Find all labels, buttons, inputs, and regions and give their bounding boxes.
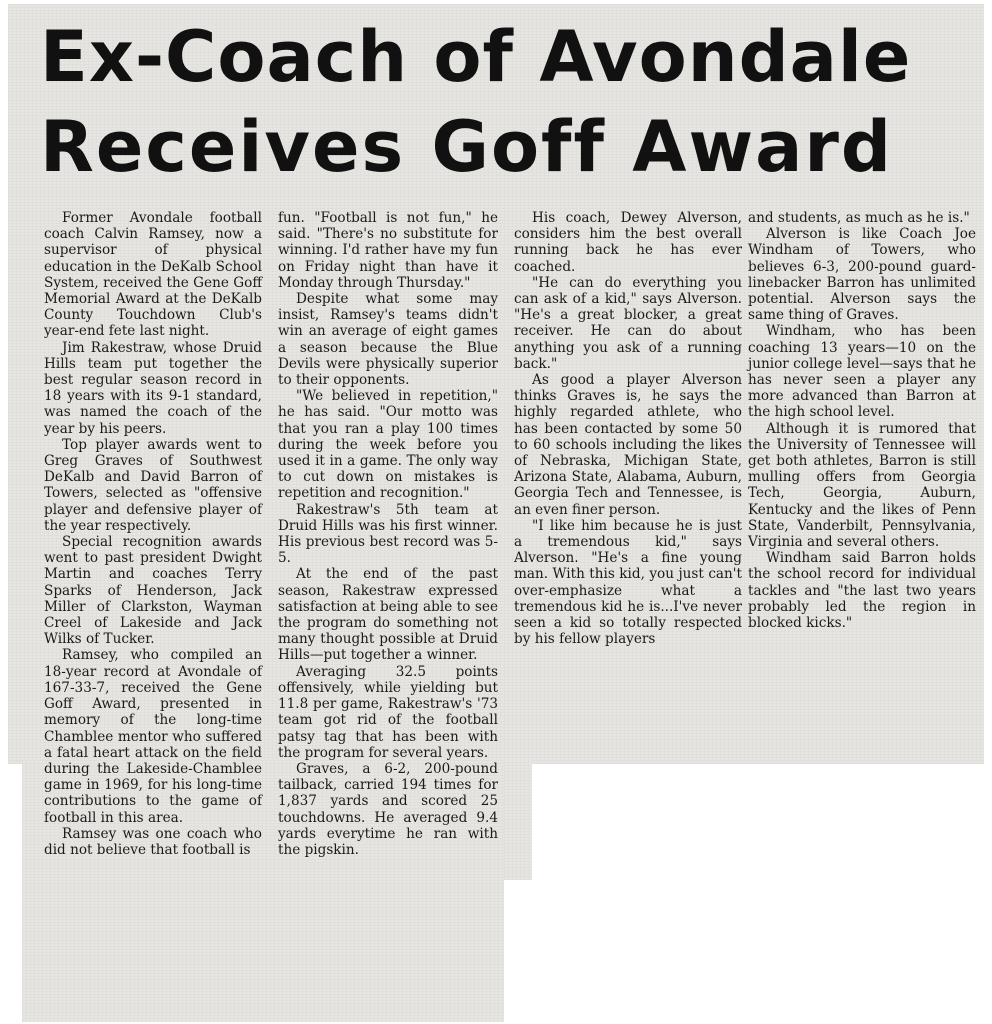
paragraph: Despite what some may insist, Ramsey's teams didn't win an average of eight games a season because the Blue Devils were physically superior to their opponents. [278, 291, 498, 389]
paragraph: Alverson is like Coach Joe Windham of Towers, who believes 6-3, 200-pound guard-linebacker Barron has unlimited potential. Alverson says the same thing of Graves. [748, 226, 976, 324]
paper-torn-edge [504, 760, 532, 880]
paragraph: As good a player Alverson thinks Graves is, he says the highly regarded athlete, who has been contacted by some 50 to 60 schools including the likes of Nebraska, Michigan State, Arizona State, Alabama, Auburn, Georgia Tech and Tennessee, is an even finer person. [514, 372, 742, 518]
paragraph: Rakestraw's 5th team at Druid Hills was his first winner. His previous best record was 5-5. [278, 501, 498, 567]
article-column-2 [278, 210, 498, 858]
paragraph: At the end of the past season, Rakestraw expressed satisfaction at being able to see the program do something not many thought possible at Druid Hills—put together a winner. [278, 566, 498, 664]
paragraph: Jim Rakestraw, whose Druid Hills team put together the best regular season record in 18 years with its 9-1 standard, was named the coach of the year by his peers. [44, 339, 262, 437]
paragraph: "I like him because he is just a tremendous kid," says Alverson. "He's a fine young man. With this kid, you just can't over-emphasize what a tremendous kid he is...I've never seen a kid so totally respected by his fellow players [514, 517, 742, 648]
headline [40, 12, 960, 192]
paragraph: fun. "Football is not fun," he said. "There's no substitute for winning. I'd rather have my fun on Friday night than have it Monday through Thursday." [278, 210, 498, 291]
paragraph: Ramsey, who compiled an 18-year record at Avondale of 167-33-7, received the Gene Goff Award, presented in memory of the long-time Chamblee mentor who suffered a fatal heart attack on the field during the Lakeside-Chamblee game in 1969, for his long-time contributions to the game of football in this area. [44, 647, 262, 826]
paragraph: Special recognition awards went to past president Dwight Martin and coaches Terry Sparks of Henderson, Jack Miller of Clarkston, Wayman Creel of Lakeside and Jack Wilks of Tucker. [44, 534, 262, 648]
paragraph: "He can do everything you can ask of a kid," says Alverson. "He's a great blocker, a great receiver. He can do about anything you ask of a running back." [514, 274, 742, 372]
article-column-3 [514, 210, 742, 647]
paragraph: Ramsey was one coach who did not believe that football is [44, 825, 262, 858]
paragraph: Top player awards went to Greg Graves of Southwest DeKalb and David Barron of Towers, selected as "offensive player and defensive player of the year respectively. [44, 436, 262, 534]
paragraph: "We believed in repetition," he has said. "Our motto was that you ran a play 100 times during the week before you used it in a game. The only way to cut down on mistakes is repetition and recognition." [278, 388, 498, 502]
headline-line-2: Receives Goff Award [40, 106, 894, 188]
article-column-1 [44, 210, 262, 858]
paragraph: and students, as much as he is." [748, 210, 970, 226]
paragraph: Although it is rumored that the University of Tennessee will get both athletes, Barron is still mulling offers from Georgia Tech, Georgia, Auburn, Kentucky and the likes of Penn State, Vanderbilt, Pennsylvania, Virginia and several others. [748, 420, 976, 551]
headline-line-1: Ex-Coach of Avondale [40, 16, 912, 98]
paragraph: Former Avondale football coach Calvin Ramsey, now a supervisor of physical education in the DeKalb School System, received the Gene Goff Memorial Award at the DeKalb County Touchdown Club's year-end fete last night. [44, 210, 262, 340]
paragraph: Windham said Barron holds the school record for individual tackles and "the last two years probably led the region in blocked kicks." [748, 550, 976, 632]
paragraph: Graves, a 6-2, 200-pound tailback, carried 194 times for 1,837 yards and scored 25 touchdowns. He averaged 9.4 yards everytime he ran with the pigskin. [278, 760, 498, 858]
paragraph: Averaging 32.5 points offensively, while yielding but 11.8 per game, Rakestraw's '73 team got rid of the football patsy tag that has been with the program for several years. [278, 663, 498, 761]
paragraph: Windham, who has been coaching 13 years—10 on the junior college level—says that he has never seen a player any more advanced than Barron at the high school level. [748, 323, 976, 421]
paragraph: His coach, Dewey Alverson, considers him the best overall running back he has ever coached. [514, 210, 742, 275]
article-column-4 [748, 210, 976, 631]
